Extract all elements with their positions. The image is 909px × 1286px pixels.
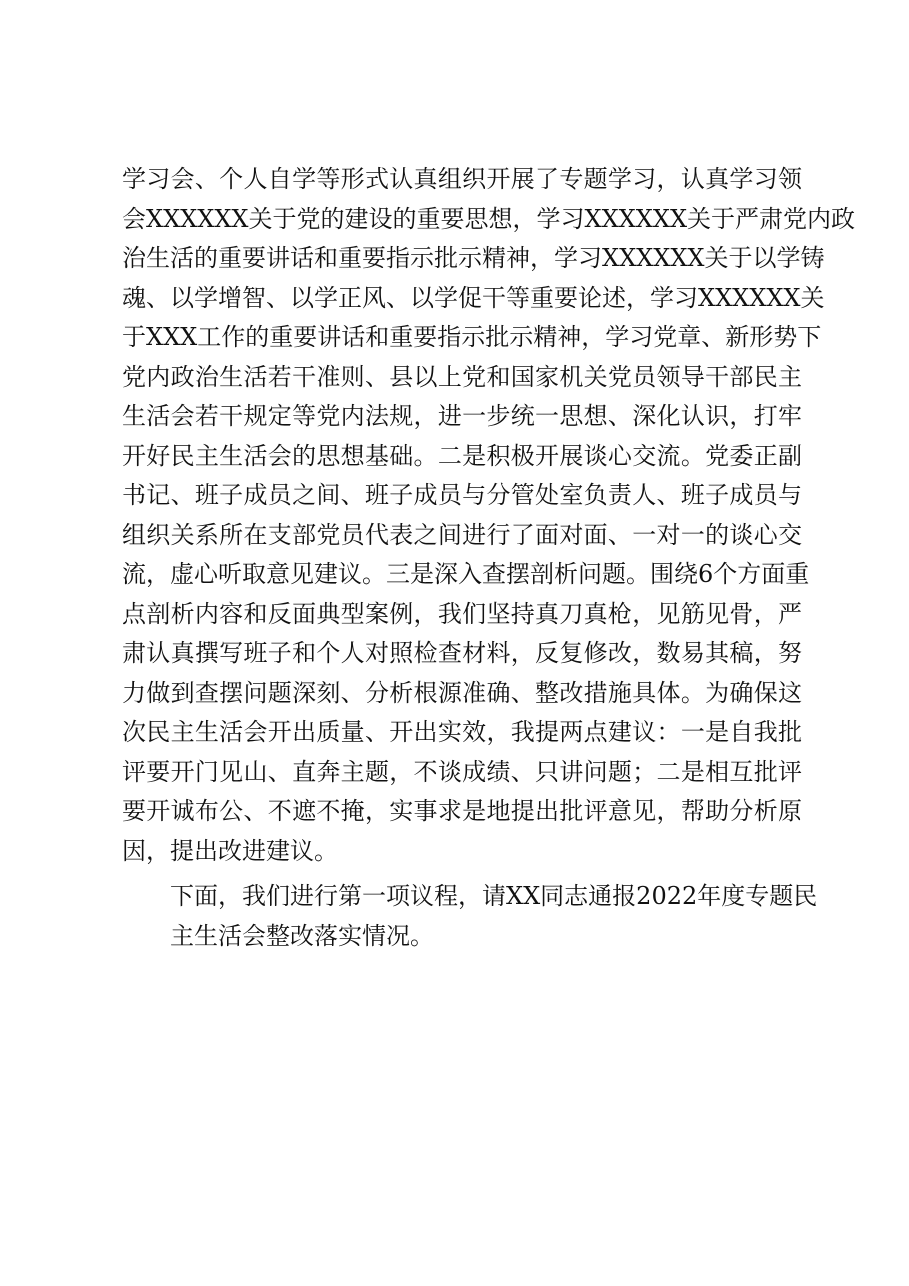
text-line: 会XXXXXX关于党的建设的重要思想，学习XXXXXX关于严肃党内政 [122, 204, 856, 233]
text-line: 评要开门见山、直奔主题，不谈成绩、只讲问题；二是相互批评 [122, 757, 802, 786]
document-body [122, 160, 856, 956]
text-line: 因，提出改进建议。 [122, 836, 338, 865]
text-line: 肃认真撰写班子和个人对照检查材料，反复修改，数易其稿，努 [122, 639, 802, 667]
paragraph-2 [122, 877, 818, 956]
text-line: 点剖析内容和反面典型案例，我们坚持真刀真枪，见筋见骨，严 [122, 599, 802, 628]
text-line: 要开诚布公、不遮不掩，实事求是地提出批评意见，帮助分析原 [122, 797, 802, 825]
text-line: 生活会若干规定等党内法规，进一步统一思想、深化认识，打牢 [122, 402, 802, 430]
text-line: 力做到查摆问题深刻、分析根源准确、整改措施具体。为确保这 [122, 678, 802, 707]
text-line: 次民主生活会开出质量、开出实效，我提两点建议：一是自我批 [122, 718, 802, 746]
text-line: 下面，我们进行第一项议程，请XX同志通报2022年度专题民 [170, 882, 818, 910]
text-line: 开好民主生活会的思想基础。二是积极开展谈心交流。党委正副 [122, 441, 802, 470]
text-line: 主生活会整改落实情况。 [170, 921, 434, 950]
text-line: 治生活的重要讲话和重要指示批示精神，学习XXXXXX关于以学铸 [122, 244, 825, 272]
text-line: 组织关系所在支部党员代表之间进行了面对面、一对一的谈心交 [122, 520, 802, 549]
text-line: 书记、班子成员之间、班子成员与分管处室负责人、班子成员与 [122, 481, 802, 509]
paragraph-1 [122, 160, 856, 871]
text-line: 魂、以学增智、以学正风、以学促干等重要论述，学习XXXXXX关 [122, 283, 825, 312]
text-line: 学习会、个人自学等形式认真组织开展了专题学习，认真学习领 [122, 165, 802, 193]
text-line: 于XXX工作的重要讲话和重要指示批示精神，学习党章、新形势下 [122, 323, 822, 351]
text-line: 党内政治生活若干准则、县以上党和国家机关党员领导干部民主 [122, 362, 802, 391]
text-line: 流，虚心听取意见建议。三是深入查摆剖析问题。围绕6个方面重 [122, 560, 810, 588]
